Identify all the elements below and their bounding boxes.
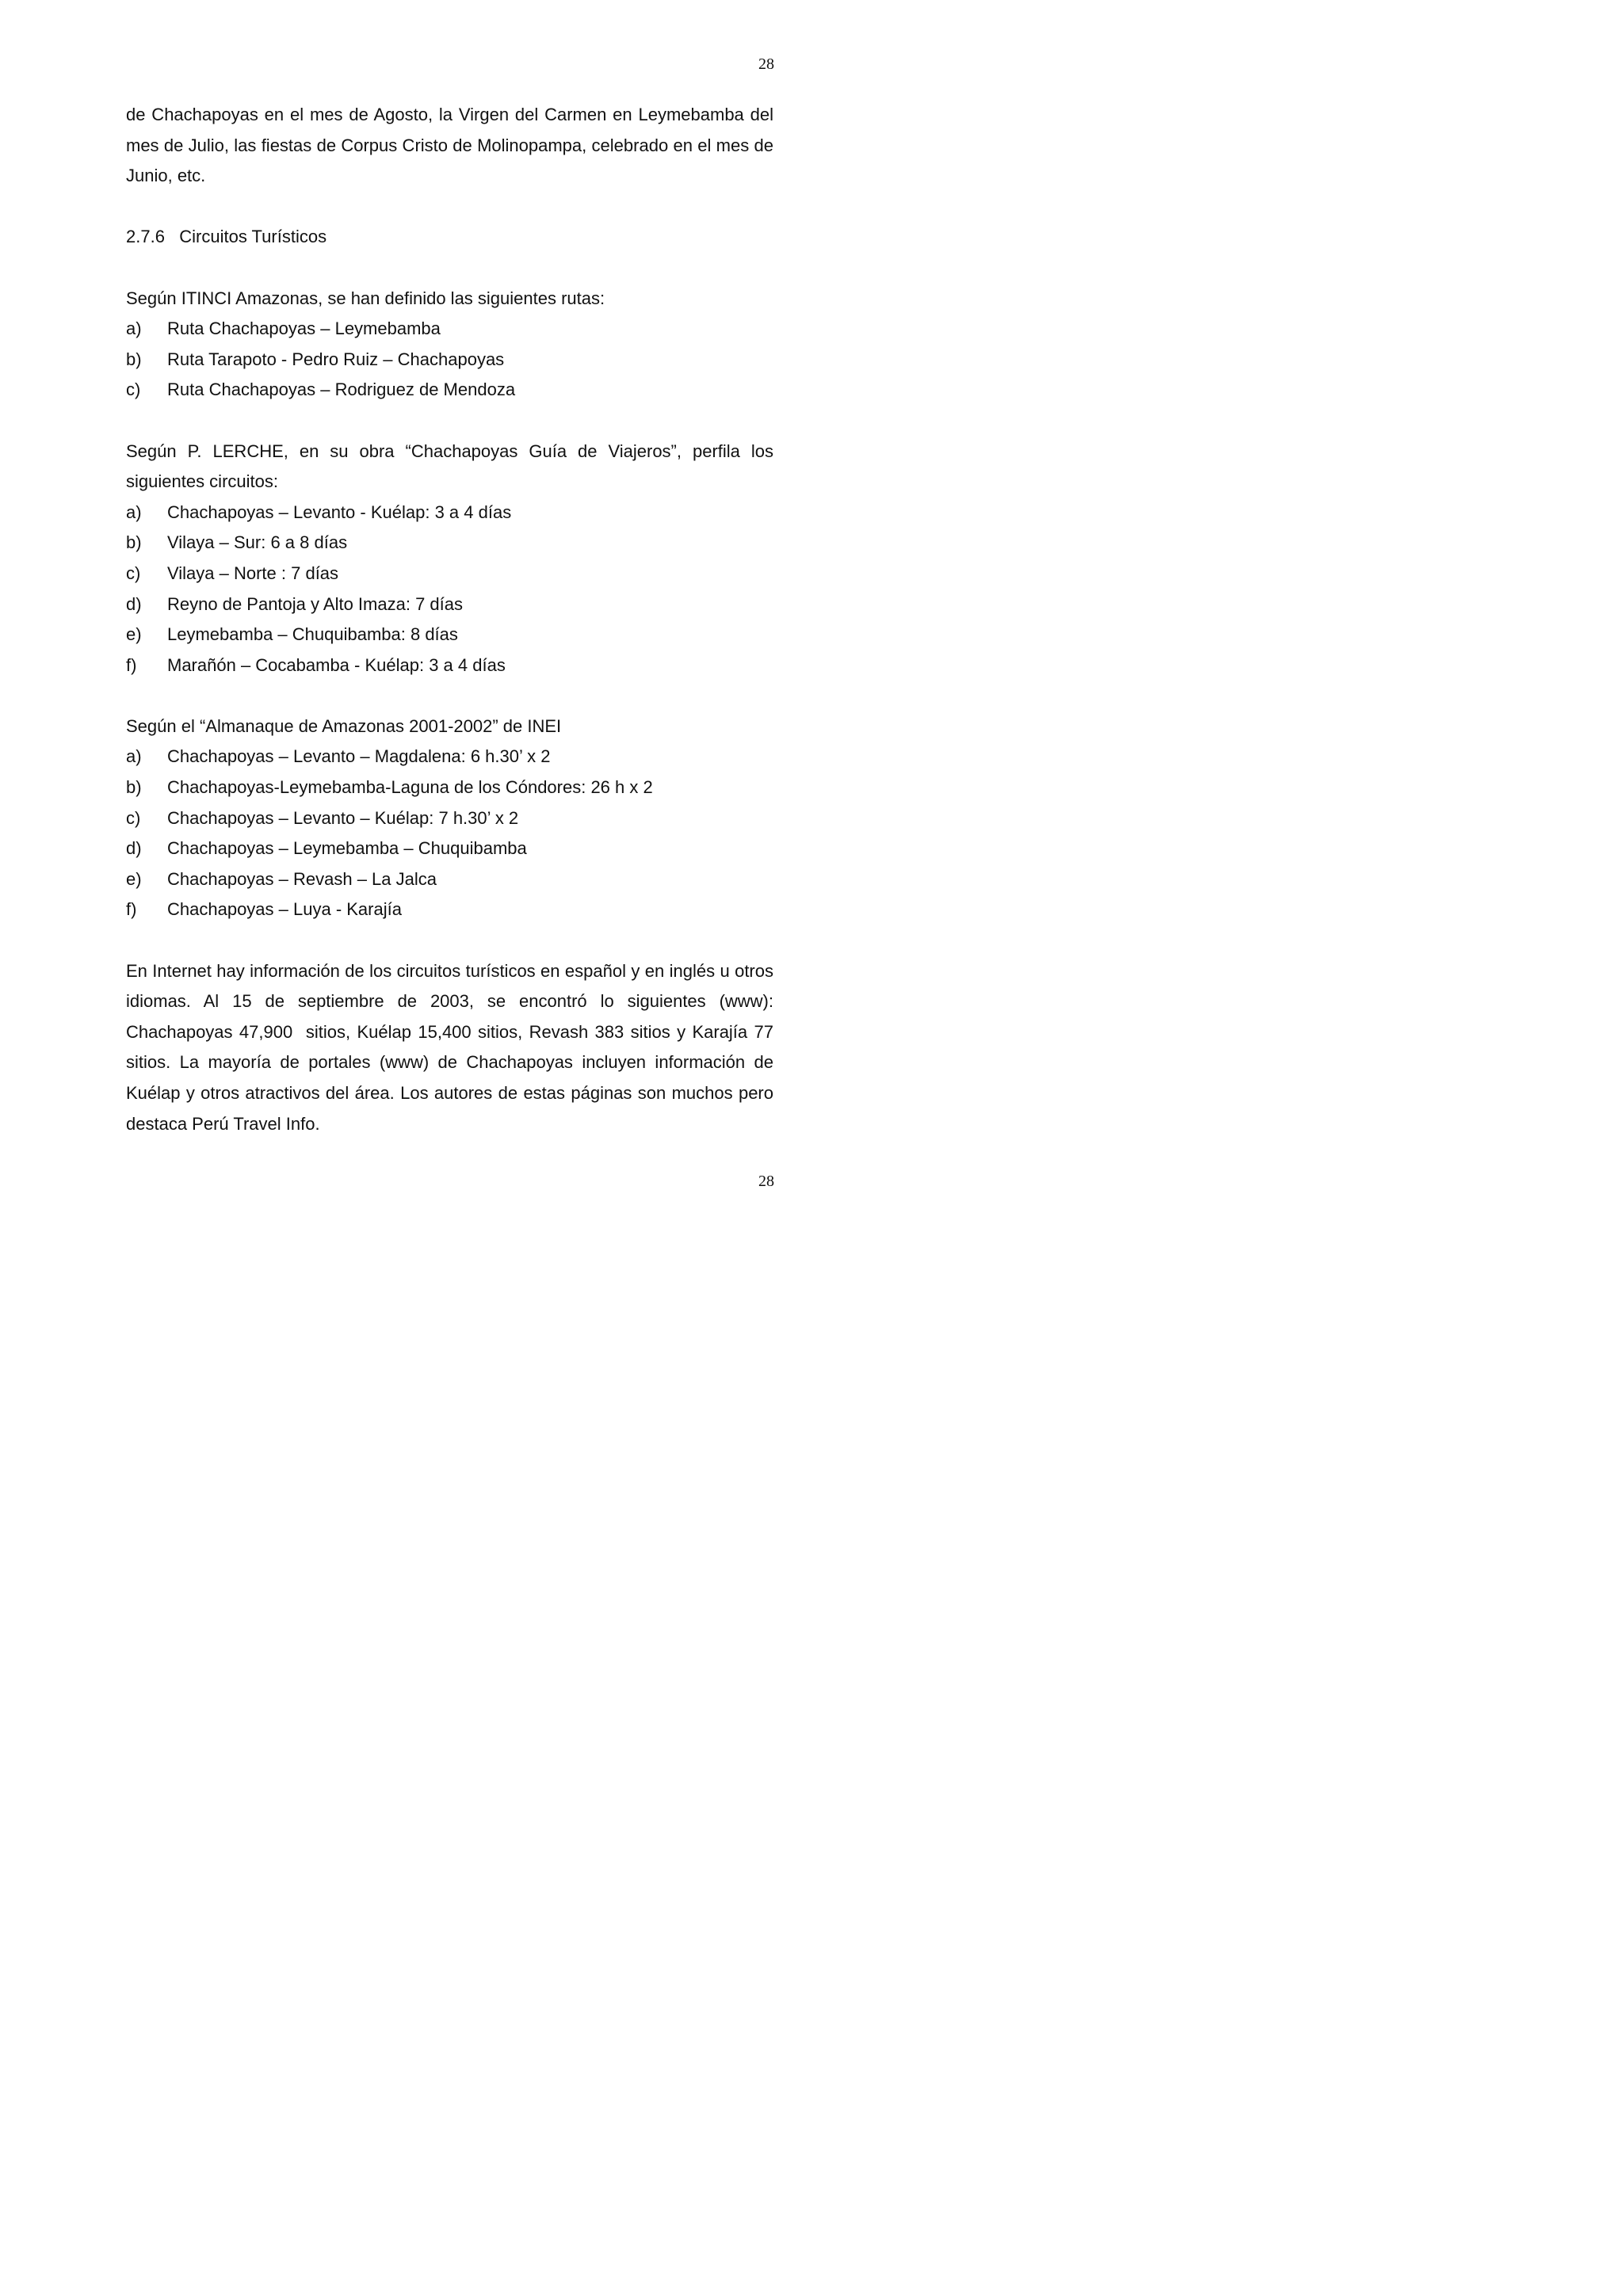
list-item-text: Chachapoyas-Leymebamba-Laguna de los Cóndores: 26 h x 2 bbox=[167, 777, 653, 798]
lerche-circuit-list bbox=[126, 498, 773, 681]
list-item bbox=[126, 375, 773, 406]
list-marker: e) bbox=[126, 868, 142, 889]
list-item bbox=[126, 314, 773, 345]
page-number-top: 28 bbox=[758, 55, 774, 73]
itinci-lead: Según ITINCI Amazonas, se han definido las siguientes rutas: bbox=[126, 288, 605, 308]
list-item bbox=[126, 345, 773, 376]
list-marker: b) bbox=[126, 777, 142, 798]
list-marker: f) bbox=[126, 654, 137, 675]
list-item-text: Chachapoyas – Leymebamba – Chuquibamba bbox=[167, 838, 527, 859]
list-item bbox=[126, 498, 773, 528]
list-item bbox=[126, 620, 773, 650]
list-item-text: Leymebamba – Chuquibamba: 8 días bbox=[167, 624, 458, 645]
inei-lead: Según el “Almanaque de Amazonas 2001-2002” de INEI bbox=[126, 715, 562, 736]
list-item-text: Ruta Chachapoyas – Leymebamba bbox=[167, 318, 441, 339]
list-item bbox=[126, 650, 773, 681]
lerche-lead: Según P. LERCHE, en su obra “Chachapoyas Guía de Viajeros”, perfila los siguientes circuitos: bbox=[126, 441, 773, 492]
list-marker: d) bbox=[126, 593, 142, 614]
list-item-text: Chachapoyas – Luya - Karajía bbox=[167, 899, 402, 920]
list-marker: a) bbox=[126, 318, 142, 339]
list-item-text: Chachapoyas – Levanto – Kuélap: 7 h.30’ x 2 bbox=[167, 807, 519, 828]
list-item bbox=[126, 894, 773, 925]
list-marker: c) bbox=[126, 563, 141, 583]
list-item-text: Ruta Chachapoyas – Rodriguez de Mendoza bbox=[167, 379, 516, 400]
list-item bbox=[126, 559, 773, 589]
list-item-text: Ruta Tarapoto - Pedro Ruiz – Chachapoyas bbox=[167, 349, 505, 369]
intro-paragraph: de Chachapoyas en el mes de Agosto, la Virgen del Carmen en Leymebamba del mes de Julio, las fiestas de Corpus Cristo de Molinopampa, celebrado en el mes de Junio, etc. bbox=[126, 105, 773, 186]
spacer bbox=[126, 253, 773, 284]
list-marker: a) bbox=[126, 502, 142, 522]
list-marker: b) bbox=[126, 532, 142, 553]
internet-paragraph: En Internet hay información de los circuitos turísticos en español y en inglés u otros idiomas. Al 15 de septiembre de 2003, se encontró lo siguientes (www): Chachapoyas 47,900 sitios, Kuélap 15,400 sitios, Revash 383 sitios y Karajía 77 sitios. La mayoría de portales (www) de Chachapoyas incluyen información de Kuélap y otros atractivos del área. Los autores de estas páginas son muchos pero destaca Perú Travel Info. bbox=[126, 960, 779, 1134]
itinci-route-list bbox=[126, 314, 773, 406]
list-item bbox=[126, 742, 773, 772]
spacer bbox=[126, 681, 773, 711]
list-item-text: Chachapoyas – Levanto – Magdalena: 6 h.30’ x 2 bbox=[167, 746, 551, 767]
list-item-text: Vilaya – Sur: 6 a 8 días bbox=[167, 532, 348, 553]
list-item-text: Chachapoyas – Revash – La Jalca bbox=[167, 868, 437, 889]
list-item-text: Marañón – Cocabamba - Kuélap: 3 a 4 días bbox=[167, 654, 506, 675]
list-marker: f) bbox=[126, 899, 137, 920]
list-item bbox=[126, 833, 773, 864]
spacer bbox=[126, 192, 773, 223]
list-item-text: Chachapoyas – Levanto - Kuélap: 3 a 4 días bbox=[167, 502, 512, 522]
spacer bbox=[126, 406, 773, 437]
list-marker: e) bbox=[126, 624, 142, 645]
list-item-text: Reyno de Pantoja y Alto Imaza: 7 días bbox=[167, 593, 464, 614]
list-item bbox=[126, 864, 773, 895]
spacer bbox=[126, 925, 773, 956]
page-number-bottom: 28 bbox=[758, 1173, 774, 1190]
list-marker: c) bbox=[126, 379, 141, 400]
list-item bbox=[126, 803, 773, 834]
list-item bbox=[126, 772, 773, 803]
list-marker: d) bbox=[126, 838, 142, 859]
list-marker: b) bbox=[126, 349, 142, 369]
list-item bbox=[126, 589, 773, 620]
inei-circuit-list bbox=[126, 742, 773, 925]
list-item-text: Vilaya – Norte : 7 días bbox=[167, 563, 339, 583]
list-item bbox=[126, 528, 773, 559]
section-heading: 2.7.6 Circuitos Turísticos bbox=[126, 227, 327, 247]
list-marker: a) bbox=[126, 746, 142, 767]
document-body bbox=[126, 100, 779, 1139]
list-marker: c) bbox=[126, 807, 141, 828]
